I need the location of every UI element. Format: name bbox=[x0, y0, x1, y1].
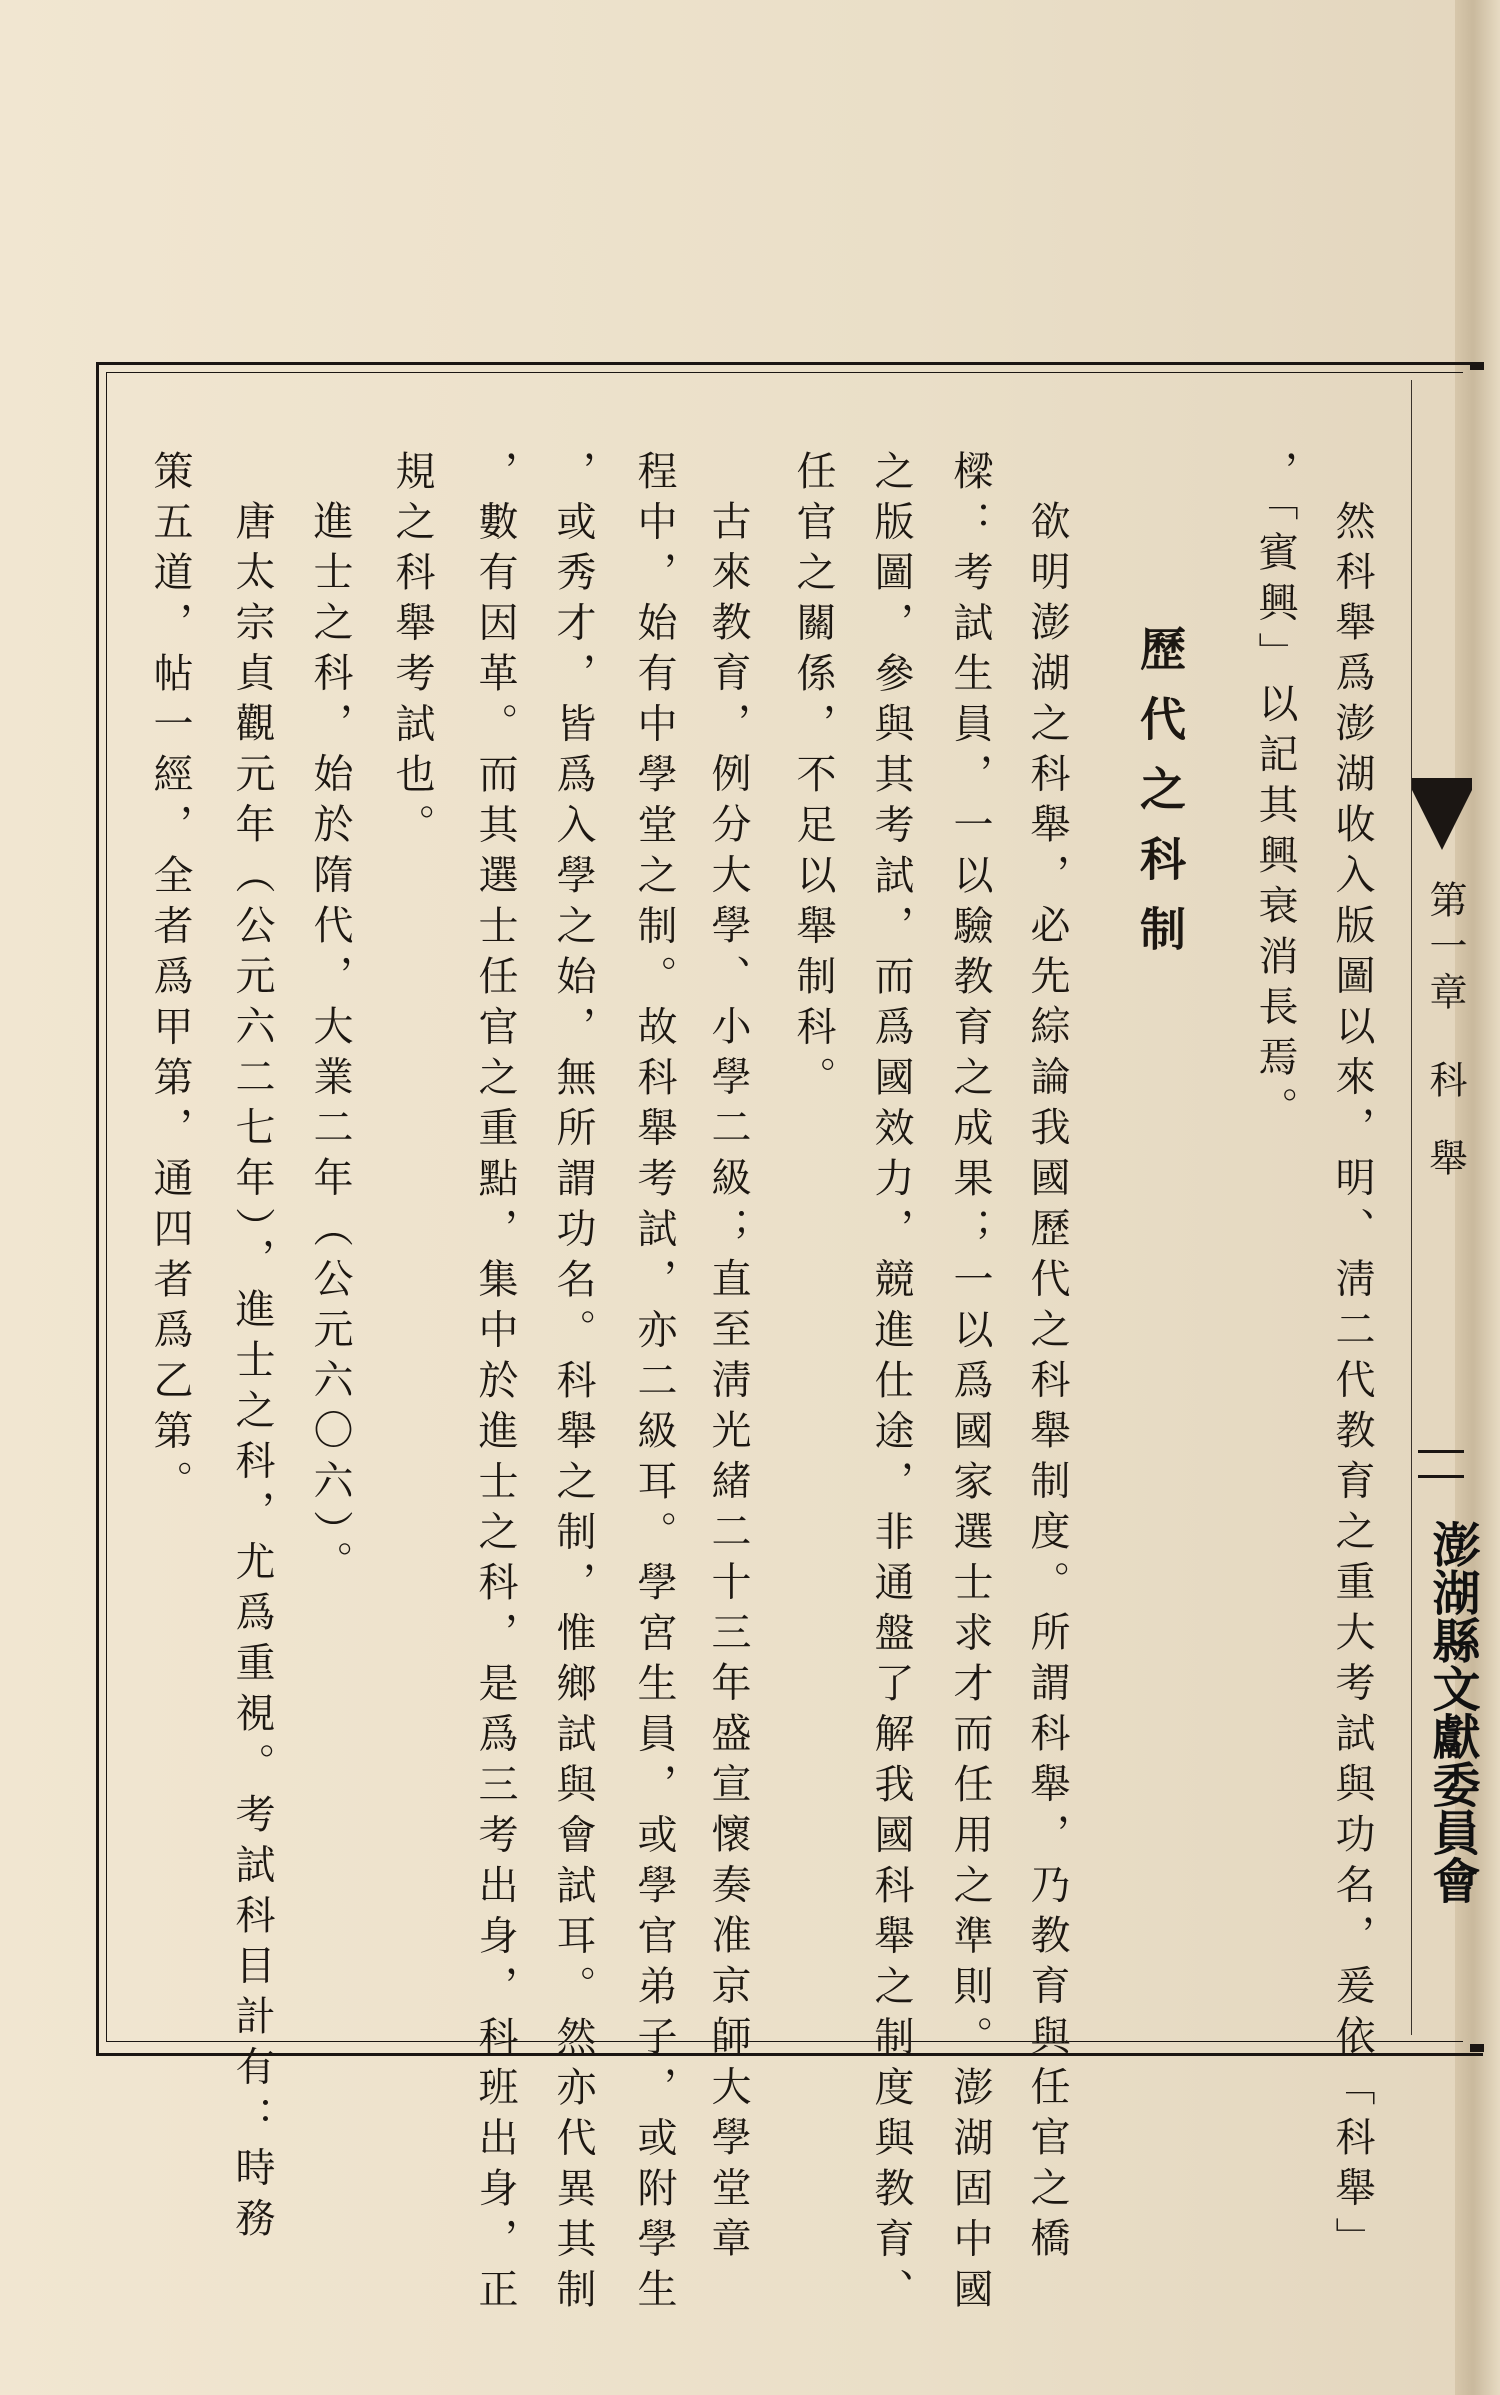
text-column-9: 古來教育，例分大學、小學二級；直至淸光緒二十三年盛宣懷奏准京師大學堂章 bbox=[705, 500, 751, 2268]
text-column-11: ，或秀才，皆爲入學之始，無所謂功名。科舉之制，惟鄉試與會試耳。然亦代異其制 bbox=[550, 450, 596, 2319]
text-column-12: ，數有因革。而其選士任官之重點，集中於進士之科，是爲三考出身，科班出身，正 bbox=[472, 450, 518, 2319]
title-double-rule bbox=[1418, 1450, 1464, 1478]
text-column-1: 然科舉爲澎湖收入版圖以來，明、淸二代教育之重大考試與功名，爰依「科舉」 bbox=[1329, 500, 1375, 2268]
fish-tail-bar bbox=[1412, 778, 1472, 790]
text-column-5: 欲明澎湖之科舉，必先綜論我國歷代之科舉制度。所謂科舉，乃教育與任官之橋 bbox=[1024, 500, 1070, 2268]
text-column-2: ，「賓興」以記其興衰消長焉。 bbox=[1252, 450, 1298, 1137]
chapter-label: 第一章 bbox=[1423, 880, 1467, 1018]
edge-mark bbox=[1470, 362, 1484, 370]
section-label: 科舉 bbox=[1423, 1060, 1467, 1216]
text-column-10: 程中，始有中學堂之制。故科舉考試，亦二級耳。學宮生員，或學官弟子，或附學生 bbox=[631, 450, 677, 2319]
publisher-title: 澎湖縣文獻委員會 bbox=[1424, 1520, 1480, 1904]
edge-mark bbox=[1470, 2044, 1484, 2052]
text-column-14: 進士之科，始於隋代，大業二年（公元六〇六）。 bbox=[307, 500, 353, 1591]
fish-tail-mark bbox=[1412, 790, 1472, 850]
text-column-6: 樑：考試生員，一以驗教育之成果；一以爲國家選士求才而任用之準則。澎湖固中國 bbox=[947, 450, 993, 2319]
text-column-13: 規之科舉考試也。 bbox=[389, 450, 435, 854]
text-column-7: 之版圖，參與其考試，而爲國效力，競進仕途，非通盤了解我國科舉之制度與教育、 bbox=[868, 450, 914, 2319]
section-heading: 歷代之科制 bbox=[1133, 625, 1187, 975]
text-column-16: 策五道，帖一經，全者爲甲第，通四者爲乙第。 bbox=[147, 450, 193, 1511]
text-column-15: 唐太宗貞觀元年（公元六二七年），進士之科，尤爲重視。考試科目計有：時務 bbox=[229, 500, 275, 2248]
text-column-8: 任官之關係，不足以舉制科。 bbox=[790, 450, 836, 1107]
